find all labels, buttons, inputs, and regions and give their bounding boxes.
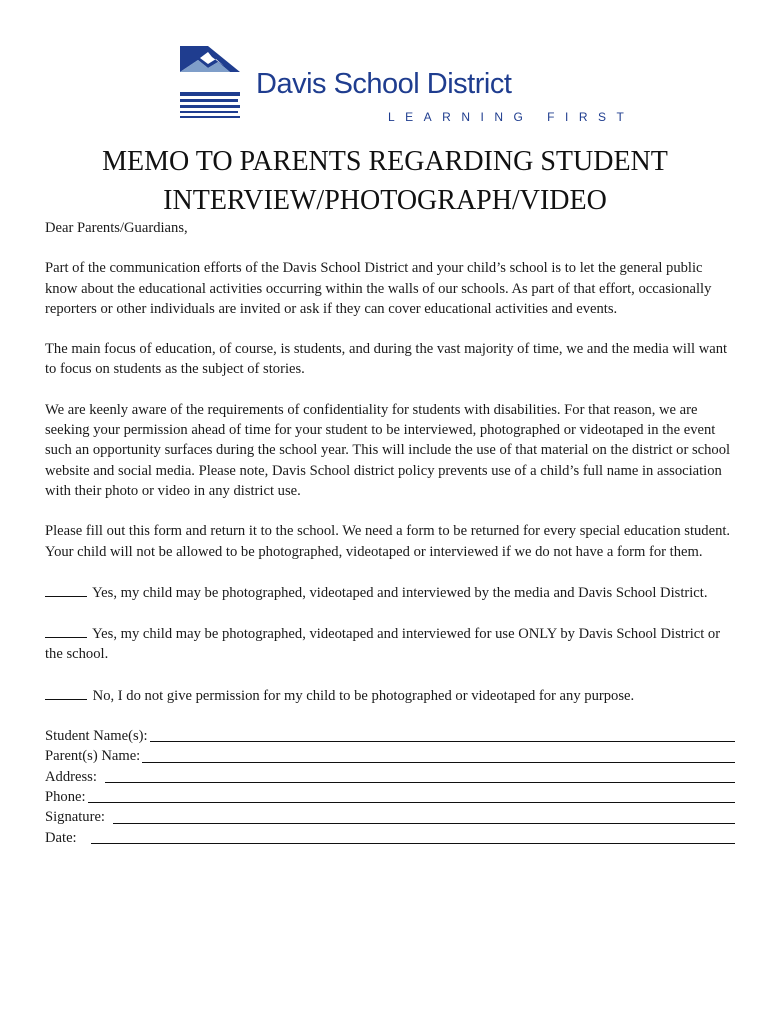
parent-name-row [45,746,735,766]
memo-title-line1: MEMO TO PARENTS REGARDING STUDENT [102,146,668,177]
phone-label: Phone: [45,788,86,805]
address-row [45,767,735,787]
parent-name-label: Parent(s) Name: [45,748,141,765]
option-label-no: No, I do not give permission for my child to be photographed or videotaped for any purpose. [92,687,635,704]
district-logo [178,42,635,132]
logo-tagline: LEARNING FIRST [388,110,635,124]
paragraph-focus: The main focus of education, of course, is students, and during the vast majority of time, we and the media will want to focus on students as the subject of stories. [45,341,728,378]
date-input[interactable] [91,843,735,844]
logo-wordmark: Davis School District [256,68,512,100]
option-label-district-only: Yes, my child may be photographed, videotaped and interviewed for use ONLY by Davis School District or the school. [45,626,721,663]
date-label: Date: [45,829,77,846]
student-name-input[interactable] [150,741,735,742]
permission-option-district-only [45,623,735,665]
permission-option-no [45,685,735,706]
salutation: Dear Parents/Guardians, [45,220,188,236]
phone-row [45,787,735,807]
memo-title [0,142,770,220]
student-name-row [45,726,735,746]
paragraph-confidentiality: We are keenly aware of the requirements of confidentiality for students with disabilities. For that reason, we are seeking your permission ahead of time for your student to be interviewed, photographed or videotaped in the event such an opportunity surfaces during the school year. This will include the use of that material on the district or school website and social media. Please note, Davis School district policy prevents use of a child’s full name in association with their photo or video in any district use. [45,401,731,499]
permission-option-media [45,582,735,603]
signature-input[interactable] [113,823,735,824]
signature-label: Signature: [45,809,105,826]
student-name-label: Student Name(s): [45,728,148,745]
checkbox-blank-media[interactable] [45,582,87,597]
signature-fields [45,726,735,848]
address-input[interactable] [105,782,735,783]
paragraph-communication: Part of the communication efforts of the Davis School District and your child’s school is to let the general public know about the educational activities occurring within the walls of our schools. As part of that effort, occasionally reporters or other individuals are invited or ask if they can cover educational activities and events. [45,260,712,317]
paragraph-instructions: Please fill out this form and return it to the school. We need a form to be returned for every special education student. Your child will not be allowed to be photographed, videotaped or interviewed if we do not have a form for them. [45,523,731,560]
date-row [45,828,735,848]
checkbox-blank-no[interactable] [45,685,87,700]
memo-title-line2: INTERVIEW/PHOTOGRAPH/VIDEO [163,185,607,216]
mountain-logo-icon [178,42,242,122]
memo-body [45,218,735,848]
checkbox-blank-district-only[interactable] [45,623,87,638]
parent-name-input[interactable] [142,762,735,763]
signature-row [45,807,735,827]
address-label: Address: [45,768,97,785]
phone-input[interactable] [88,802,735,803]
option-label-media: Yes, my child may be photographed, videotaped and interviewed by the media and Davis School District. [92,584,708,601]
